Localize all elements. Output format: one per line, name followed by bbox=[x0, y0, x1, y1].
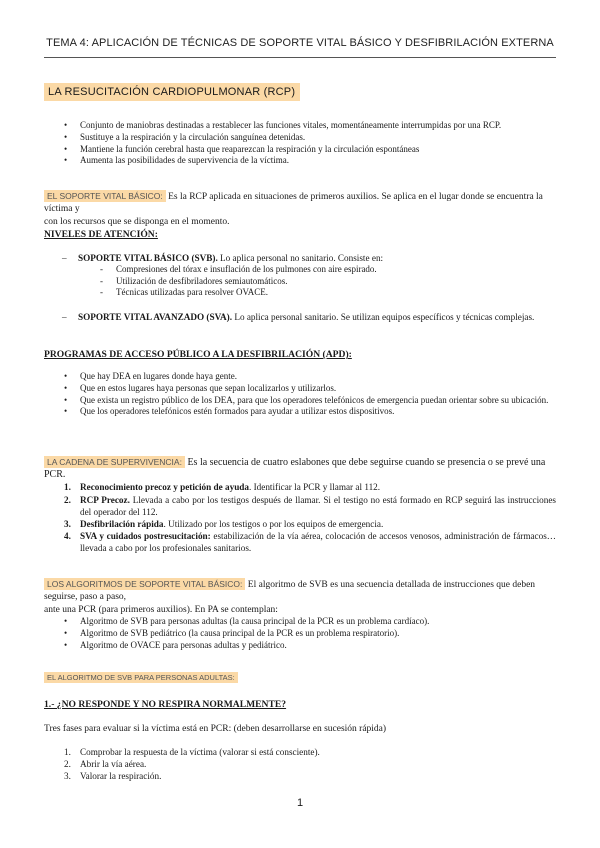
algoritmos-text-line1: El algoritmo de SVB es una secuencia detallada de instrucciones que deben seguirse, paso a paso, bbox=[44, 580, 536, 603]
header-divider bbox=[44, 57, 556, 58]
step-title: Reconocimiento precoz y petición de ayuda bbox=[80, 482, 250, 492]
algoritmos-text-line2: ante una PCR (para primeros auxilios). En PA se contemplan: bbox=[44, 604, 278, 615]
cadena-paragraph bbox=[44, 456, 556, 482]
rcp-bullet-list bbox=[64, 120, 554, 167]
list-item: • Que en estos lugares haya personas que sepan localizarlos y utilizarlos. bbox=[64, 383, 554, 395]
step-text: Valorar la respiración. bbox=[80, 771, 162, 781]
dash-marker: – bbox=[62, 312, 67, 322]
nivel-sva-title: SOPORTE VITAL AVANZADO (SVA). bbox=[78, 312, 233, 322]
nivel-svb-text: Lo aplica personal no sanitario. Consiste en: bbox=[217, 253, 384, 263]
nivel-sva-text: Lo aplica personal sanitario. Se utilizan equipos específicos y técnicas complejas. bbox=[232, 312, 535, 322]
cadena-step bbox=[64, 518, 556, 530]
svb-label: EL SOPORTE VITAL BÁSICO: bbox=[44, 190, 166, 202]
nivel-sva bbox=[62, 311, 572, 323]
list-item: - Compresiones del tórax e insuflación de los pulmones con aire espirado. bbox=[100, 264, 540, 276]
algoritmos-label: LOS ALGORITMOS DE SOPORTE VITAL BÁSICO: bbox=[44, 578, 245, 590]
step-text: Llevada a cabo por los testigos después de llamar. Si el testigo no está formado en RCP seguirá las instrucciones del operador del 112. bbox=[80, 495, 556, 517]
algoritmos-paragraph bbox=[44, 578, 556, 616]
algoritmos-bullet-list bbox=[64, 616, 554, 651]
cadena-step bbox=[64, 494, 556, 518]
step-number: 1. bbox=[64, 482, 71, 492]
step-number: 3. bbox=[64, 519, 71, 529]
adultos-question: 1.- ¿NO RESPONDE Y NO RESPIRA NORMALMENTE? bbox=[44, 699, 287, 710]
adultos-label: EL ALGORITMO DE SVB PARA PERSONAS ADULTAS: bbox=[44, 672, 238, 683]
apd-heading: PROGRAMAS DE ACCESO PÚBLICO A LA DESFIBRILACIÓN (APD): bbox=[44, 349, 352, 360]
list-item: • Conjunto de maniobras destinadas a restablecer las funciones vitales, momentáneamente interrumpidas por una RCP. bbox=[64, 120, 554, 132]
step-title: Desfibrilación rápida bbox=[80, 519, 164, 529]
list-item: - Utilización de desfibriladores semiautomáticos. bbox=[100, 276, 540, 288]
adultos-intro: Tres fases para evaluar si la víctima está en PCR: (deben desarrollarse en sucesión rápida) bbox=[44, 724, 387, 734]
list-item: - Técnicas utilizadas para resolver OVACE. bbox=[100, 287, 540, 299]
adultos-step bbox=[64, 746, 556, 758]
adultos-step bbox=[64, 770, 556, 782]
step-title: RCP Precoz. bbox=[80, 495, 130, 505]
svb-paragraph bbox=[44, 190, 556, 228]
list-item: • Mantiene la función cerebral hasta que reaparezcan la respiración y la circulación espontáneas bbox=[64, 144, 554, 156]
svb-text-line2: con los recursos que se disponga en el momento. bbox=[44, 216, 230, 227]
step-number: 3. bbox=[64, 771, 71, 781]
step-text: Comprobar la respuesta de la víctima (valorar si está consciente). bbox=[80, 747, 320, 757]
niveles-heading: NIVELES DE ATENCIÓN: bbox=[44, 229, 158, 240]
list-item: • Que los operadores telefónicos estén formados para ayudar a utilizar estos dispositivos. bbox=[64, 406, 554, 418]
cadena-label: LA CADENA DE SUPERVIVENCIA: bbox=[44, 456, 185, 468]
dash-marker: – bbox=[62, 253, 67, 263]
adultos-label-line bbox=[44, 672, 556, 684]
step-number: 2. bbox=[64, 495, 71, 505]
apd-bullet-list bbox=[64, 371, 554, 418]
step-text: Abrir la vía aérea. bbox=[80, 759, 147, 769]
list-item: • Aumenta las posibilidades de supervivencia de la víctima. bbox=[64, 155, 554, 167]
list-item: • Algoritmo de OVACE para personas adultas y pediátrico. bbox=[64, 640, 554, 652]
page-number: 1 bbox=[296, 797, 304, 809]
cadena-text: Es la secuencia de cuatro eslabones que debe seguirse cuando se presencia o se prevé una PCR. bbox=[44, 457, 546, 481]
list-item: • Sustituye a la respiración y la circulación sanguínea detenidas. bbox=[64, 132, 554, 144]
section-title: LA RESUCITACIÓN CARDIOPULMONAR (RCP) bbox=[44, 83, 300, 101]
nivel-svb bbox=[62, 252, 572, 264]
cadena-step bbox=[64, 481, 556, 493]
step-title: SVA y cuidados postresucitación: bbox=[80, 531, 211, 541]
step-text: . Utilizado por los testigos o por los equipos de emergencia. bbox=[163, 519, 384, 529]
step-number: 1. bbox=[64, 747, 71, 757]
page-header: TEMA 4: APLICACIÓN DE TÉCNICAS DE SOPORTE VITAL BÁSICO Y DESFIBRILACIÓN EXTERNA bbox=[46, 37, 554, 49]
list-item: • Que exista un registro público de los DEA, para que los operadores telefónicos de emergencia puedan orientar sobre su ubicación. bbox=[64, 395, 554, 407]
cadena-step bbox=[64, 530, 556, 554]
step-text: estabilización de la vía aérea, colocación de accesos venosos, administración de fármacos… llevada a cabo por los profesionales sanitarios. bbox=[80, 531, 556, 553]
step-number: 4. bbox=[64, 531, 71, 541]
svb-sublist bbox=[100, 264, 540, 299]
list-item: • Algoritmo de SVB pediátrico (la causa principal de la PCR es un problema respiratorio). bbox=[64, 628, 554, 640]
nivel-svb-title: SOPORTE VITAL BÁSICO (SVB). bbox=[78, 253, 218, 263]
adultos-step bbox=[64, 758, 556, 770]
step-number: 2. bbox=[64, 759, 71, 769]
step-text: . Identificar la PCR y llamar al 112. bbox=[249, 482, 381, 492]
list-item: • Que hay DEA en lugares donde haya gente. bbox=[64, 371, 554, 383]
list-item: • Algoritmo de SVB para personas adultas (la causa principal de la PCR es un problema cardíaco). bbox=[64, 616, 554, 628]
svb-text-line1: Es la RCP aplicada en situaciones de primeros auxilios. Se aplica en el lugar donde se encuentra la víctima y bbox=[44, 192, 543, 215]
